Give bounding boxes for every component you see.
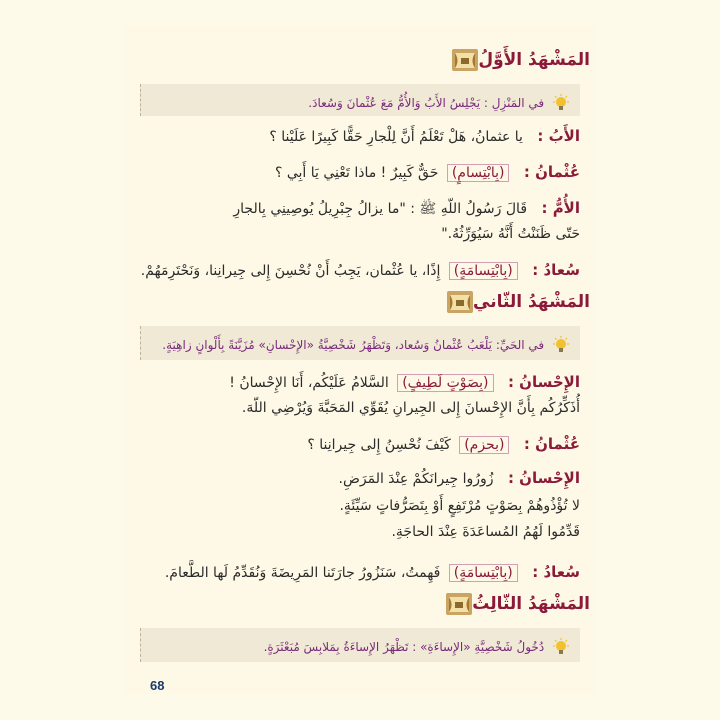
speaker: سُعادُ : bbox=[532, 563, 580, 581]
scene-title: المَشْهَدُ الأَوَّلُ bbox=[478, 50, 590, 70]
theater-icon bbox=[452, 49, 478, 71]
dialogue-continuation bbox=[140, 520, 642, 544]
speaker: الإِحْسانُ : bbox=[507, 469, 580, 487]
dialogue-line bbox=[140, 160, 580, 185]
note-text: دُخُولُ شَخْصِيَّةِ «الإِساءَةِ» : تَظْهَرُ الإِساءَةُ بِمَلابِسَ مُبَعْثَرَةٍ. bbox=[263, 640, 545, 654]
speaker: سُعادُ : bbox=[532, 261, 580, 279]
speaker: عُثْمانُ : bbox=[523, 435, 580, 453]
tone-tag: (بِابْتِسامَةٍ) bbox=[449, 262, 518, 280]
scene-1-note bbox=[140, 84, 580, 116]
lightbulb-icon bbox=[552, 638, 570, 656]
line-text: حَتّى ظَنَنْتُ أَنَّهُ سَيُوَرِّثُهُ." bbox=[441, 226, 580, 242]
speaker: عُثْمانُ : bbox=[523, 163, 580, 181]
line-text: يا عثمانُ، هَلْ تَعْلَمُ أَنَّ لِلْجارِ حَقًّا كَبِيرًا عَلَيْنا ؟ bbox=[269, 129, 523, 145]
lightbulb-icon bbox=[552, 94, 570, 112]
tone-tag: (بِابْتِسامٍ) bbox=[447, 164, 510, 182]
scene-3-heading bbox=[438, 590, 590, 618]
note-text: في الحَيِّ: يَلْعَبُ عُثْمانُ وَسُعاد، وَتَظْهَرُ شَخْصِيَّةُ «الإِحْسانِ» مُزَيَّنَةً بِأَلْوانٍ زاهِيَةٍ. bbox=[162, 338, 545, 352]
theater-icon bbox=[446, 593, 472, 615]
tone-tag: (بحزم) bbox=[459, 436, 509, 454]
scene-3-note bbox=[140, 628, 580, 662]
tone-tag: (بِابْتِسامَةٍ) bbox=[449, 564, 518, 582]
line-text: لا تُؤْذُوهُمْ بِصَوْتٍ مُرْتَفِعٍ أَوْ بِتَصَرُّفاتٍ سَيِّئَةٍ. bbox=[339, 498, 580, 514]
tone-tag: (بِصَوْتٍ لَطِيفٍ) bbox=[397, 374, 493, 392]
dialogue-continuation bbox=[140, 494, 642, 518]
speaker: الإِحْسانُ : bbox=[507, 373, 580, 391]
line-text: أُذَكِّرُكُم بِأَنَّ الإِحْسانَ إِلى الجِيرانِ يُقَوِّي المَحَبَّةَ وَيُرْضِي اللّهَ. bbox=[241, 400, 580, 416]
line-text: زُورُوا جِيرانَكُمْ عِنْدَ المَرَضِ. bbox=[338, 471, 494, 487]
dialogue-line bbox=[140, 560, 580, 585]
line-text: فَهِمتُ، سَنَزُورُ جارَتَنا المَرِيضَةَ وَنُقَدِّمُ لَها الطَّعامَ. bbox=[164, 565, 441, 581]
speaker: الأُمُّ : bbox=[541, 199, 580, 217]
line-text: حَقٌّ كَبِيرٌ ! ماذا تَعْنِي يَا أَبِي ؟ bbox=[274, 165, 439, 181]
dialogue-line bbox=[140, 466, 580, 491]
note-text: في المَنْزِلِ : يَجْلِسُ الأَبُ وَالأُمُّ مَعَ عُثْمانَ وَسُعادَ. bbox=[308, 96, 545, 110]
scene-title: المَشْهَدُ الثّالِثُ bbox=[472, 594, 590, 614]
scene-1-heading bbox=[444, 46, 590, 74]
lightbulb-icon bbox=[552, 336, 570, 354]
page-number: 68 bbox=[150, 678, 165, 693]
scene-2-heading bbox=[439, 288, 590, 316]
line-text: السَّلامُ عَلَيْكُم، أَنَا الإِحْسانُ ! bbox=[229, 375, 389, 391]
dialogue-line bbox=[140, 196, 580, 221]
dialogue-line bbox=[140, 258, 580, 283]
dialogue-line bbox=[140, 370, 580, 395]
dialogue-line bbox=[140, 432, 580, 457]
line-text: قَالَ رَسُولُ اللّهِ ﷺ : "ما يزالُ جِبْرِيلُ يُوصِينِي بِالجارِ bbox=[233, 201, 528, 217]
dialogue-continuation bbox=[140, 396, 580, 420]
line-text: كَيْفَ نُحْسِنُ إِلى جِيرانِنا ؟ bbox=[307, 437, 451, 453]
theater-icon bbox=[447, 291, 473, 313]
speaker: الأَبُ : bbox=[537, 127, 580, 145]
scene-2-note bbox=[140, 326, 580, 360]
line-text: إِذًا، يا عُثْمان، يَجِبُ أَنْ نُحْسِنَ إِلى جِيرانِنا، وَنَحْتَرِمَهُمْ. bbox=[140, 263, 441, 279]
dialogue-line bbox=[140, 124, 580, 149]
scene-title: المَشْهَدُ الثّاني bbox=[473, 292, 590, 312]
line-text: قَدِّمُوا لَهُمُ المُساعَدَةَ عِنْدَ الحاجَةِ. bbox=[391, 524, 580, 540]
dialogue-continuation bbox=[140, 222, 642, 246]
